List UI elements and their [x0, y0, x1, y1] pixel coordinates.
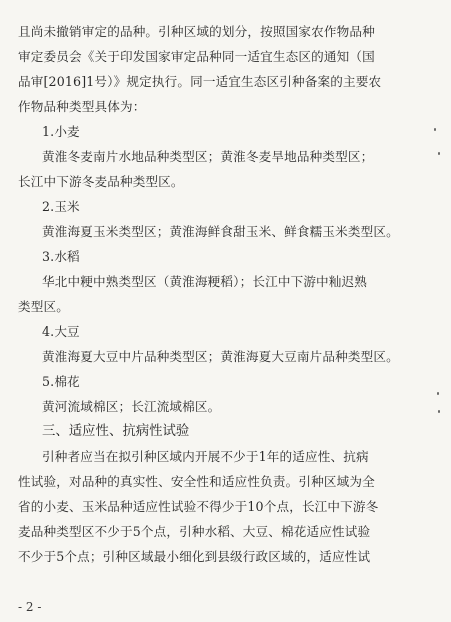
section-item-rice: 3.水稻	[42, 249, 80, 264]
margin-mark	[438, 152, 440, 155]
body-text-line: 黄河流域棉区；长江流域棉区。	[42, 399, 221, 414]
margin-mark	[434, 128, 436, 131]
body-text-line: 黄淮海夏玉米类型区；黄淮海鲜食甜玉米、鲜食糯玉米类型区。	[42, 224, 399, 239]
body-text-line: 黄淮海夏大豆中片品种类型区；黄淮海夏大豆南片品种类型区。	[42, 349, 399, 364]
body-text-line: 长江中下游冬麦品种类型区。	[18, 174, 184, 189]
section-item-wheat: 1.小麦	[42, 124, 80, 139]
body-text-line: 类型区。	[18, 299, 69, 314]
page-number: - 2 -	[18, 600, 42, 614]
body-text-line: 审定委员会《关于印发国家审定品种同一适宜生态区的通知（国	[18, 49, 375, 64]
body-text-line: 麦品种类型区不少于5个点，引种水稻、大豆、棉花适应性试验	[18, 524, 371, 539]
body-text-line: 品审[2016]1号）》规定执行。同一适宜生态区引种备案的主要农	[18, 74, 382, 89]
section-item-corn: 2.玉米	[42, 199, 80, 214]
section-item-soybean: 4.大豆	[42, 324, 80, 339]
body-text-line: 作物品种类型具体为：	[18, 99, 146, 114]
body-text-line: 不少于5个点；引种区域最小细化到县级行政区域的，适应性试	[18, 549, 371, 564]
body-text-line: 省的小麦、玉米品种适应性试验不得少于10个点，长江中下游冬	[18, 499, 379, 514]
body-text-line: 引种者应当在拟引种区域内开展不少于1年的适应性、抗病	[42, 449, 369, 464]
body-text-line: 且尚未撤销审定的品种。引种区域的划分，按照国家农作物品种	[18, 24, 375, 39]
body-text-line: 华北中粳中熟类型区（黄淮海粳稻）；长江中下游中籼迟熟	[42, 274, 368, 289]
body-text-line: 性试验，对品种的真实性、安全性和适应性负责。引种区域为全	[18, 474, 375, 489]
body-text-line: 黄淮冬麦南片水地品种类型区；黄淮冬麦旱地品种类型区；	[42, 149, 374, 164]
section-heading: 三、适应性、抗病性试验	[42, 424, 190, 439]
margin-mark	[438, 410, 440, 413]
margin-mark	[437, 392, 439, 395]
section-item-cotton: 5.棉花	[42, 374, 80, 389]
